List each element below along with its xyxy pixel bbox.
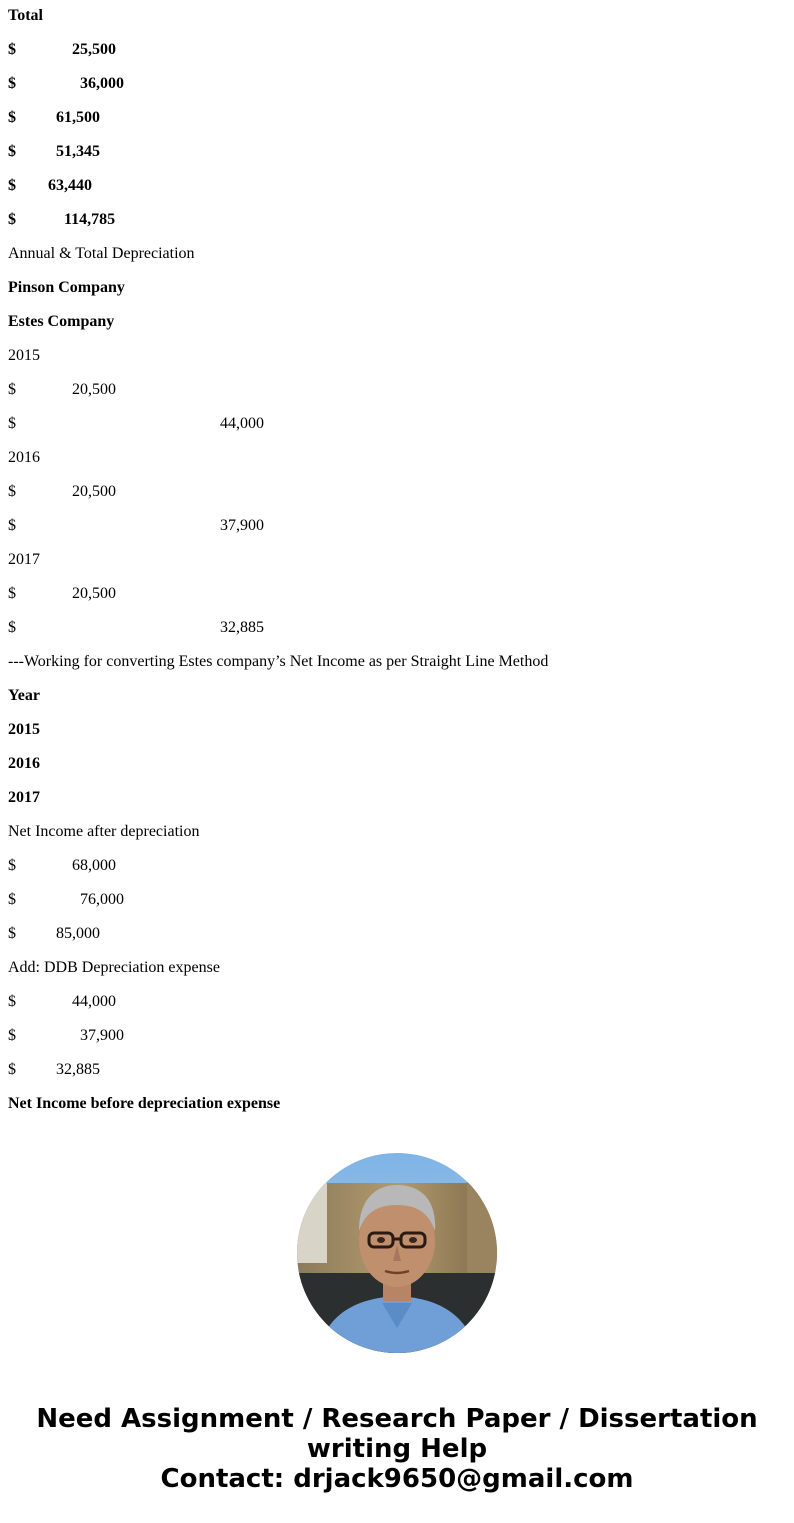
currency-symbol: $ (8, 109, 16, 126)
total-row (8, 68, 788, 102)
depreciation-year: 2015 (8, 347, 40, 364)
currency-symbol: $ (8, 1027, 16, 1044)
currency-symbol: $ (8, 143, 16, 160)
total-value: 25,500 (72, 41, 116, 58)
pinson-value: 20,500 (72, 585, 116, 602)
currency-symbol: $ (8, 993, 16, 1010)
ddb-value: 32,885 (56, 1061, 100, 1078)
company-a-label: Pinson Company (8, 279, 125, 296)
currency-symbol: $ (8, 41, 16, 58)
estes-depreciation-row (8, 408, 788, 442)
currency-symbol: $ (8, 211, 16, 228)
estes-depreciation-row (8, 510, 788, 544)
currency-symbol: $ (8, 177, 16, 194)
net-income-row (8, 884, 788, 918)
year-header: Year (8, 687, 40, 704)
ddb-row (8, 1054, 788, 1088)
estes-value: 37,900 (220, 517, 264, 534)
total-value: 63,440 (48, 177, 92, 194)
portrait-image (297, 1153, 497, 1353)
currency-symbol: $ (8, 857, 16, 874)
net-income-row (8, 918, 788, 952)
currency-symbol: $ (8, 891, 16, 908)
total-row (8, 170, 788, 204)
currency-symbol: $ (8, 1061, 16, 1078)
depreciation-year: 2017 (8, 551, 40, 568)
estes-value: 32,885 (220, 619, 264, 636)
total-value: 36,000 (80, 75, 124, 92)
total-value: 51,345 (56, 143, 100, 160)
promo-contact: Contact: drjack9650@gmail.com (160, 1464, 634, 1494)
pinson-depreciation-row (8, 374, 788, 408)
ddb-label: Add: DDB Depreciation expense (8, 959, 220, 976)
depreciation-title: Annual & Total Depreciation (8, 245, 195, 262)
depreciation-year: 2016 (8, 449, 40, 466)
net-income-row (8, 850, 788, 884)
total-row (8, 204, 788, 238)
totals-heading: Total (8, 7, 43, 24)
pinson-depreciation-row (8, 578, 788, 612)
currency-symbol: $ (8, 925, 16, 942)
total-row (8, 136, 788, 170)
currency-symbol: $ (8, 381, 16, 398)
working-title: ---Working for converting Estes company’s Net Income as per Straight Line Method (8, 653, 549, 670)
net-income-value: 76,000 (80, 891, 124, 908)
currency-symbol: $ (8, 483, 16, 500)
currency-symbol: $ (8, 517, 16, 534)
promo-line-1: Need Assignment / Research Paper / Dissertation (36, 1404, 758, 1434)
net-income-value: 68,000 (72, 857, 116, 874)
promo-banner (0, 1404, 794, 1494)
working-year: 2017 (8, 789, 40, 806)
working-year: 2016 (8, 755, 40, 772)
working-year: 2015 (8, 721, 40, 738)
author-portrait-photo (297, 1153, 497, 1353)
currency-symbol: $ (8, 75, 16, 92)
net-income-label: Net Income after depreciation (8, 823, 200, 840)
currency-symbol: $ (8, 619, 16, 636)
ddb-value: 37,900 (80, 1027, 124, 1044)
total-row (8, 34, 788, 68)
estes-value: 44,000 (220, 415, 264, 432)
currency-symbol: $ (8, 585, 16, 602)
currency-symbol: $ (8, 415, 16, 432)
document-body (8, 0, 788, 1122)
pinson-depreciation-row (8, 476, 788, 510)
pinson-value: 20,500 (72, 483, 116, 500)
company-b-label: Estes Company (8, 313, 115, 330)
estes-depreciation-row (8, 612, 788, 646)
promo-line-2: writing Help (306, 1434, 488, 1464)
ddb-row (8, 986, 788, 1020)
total-row (8, 102, 788, 136)
total-value: 61,500 (56, 109, 100, 126)
ddb-row (8, 1020, 788, 1054)
total-value: 114,785 (64, 211, 116, 228)
pinson-value: 20,500 (72, 381, 116, 398)
net-income-before-label: Net Income before depreciation expense (8, 1095, 281, 1112)
ddb-value: 44,000 (72, 993, 116, 1010)
net-income-value: 85,000 (56, 925, 100, 942)
